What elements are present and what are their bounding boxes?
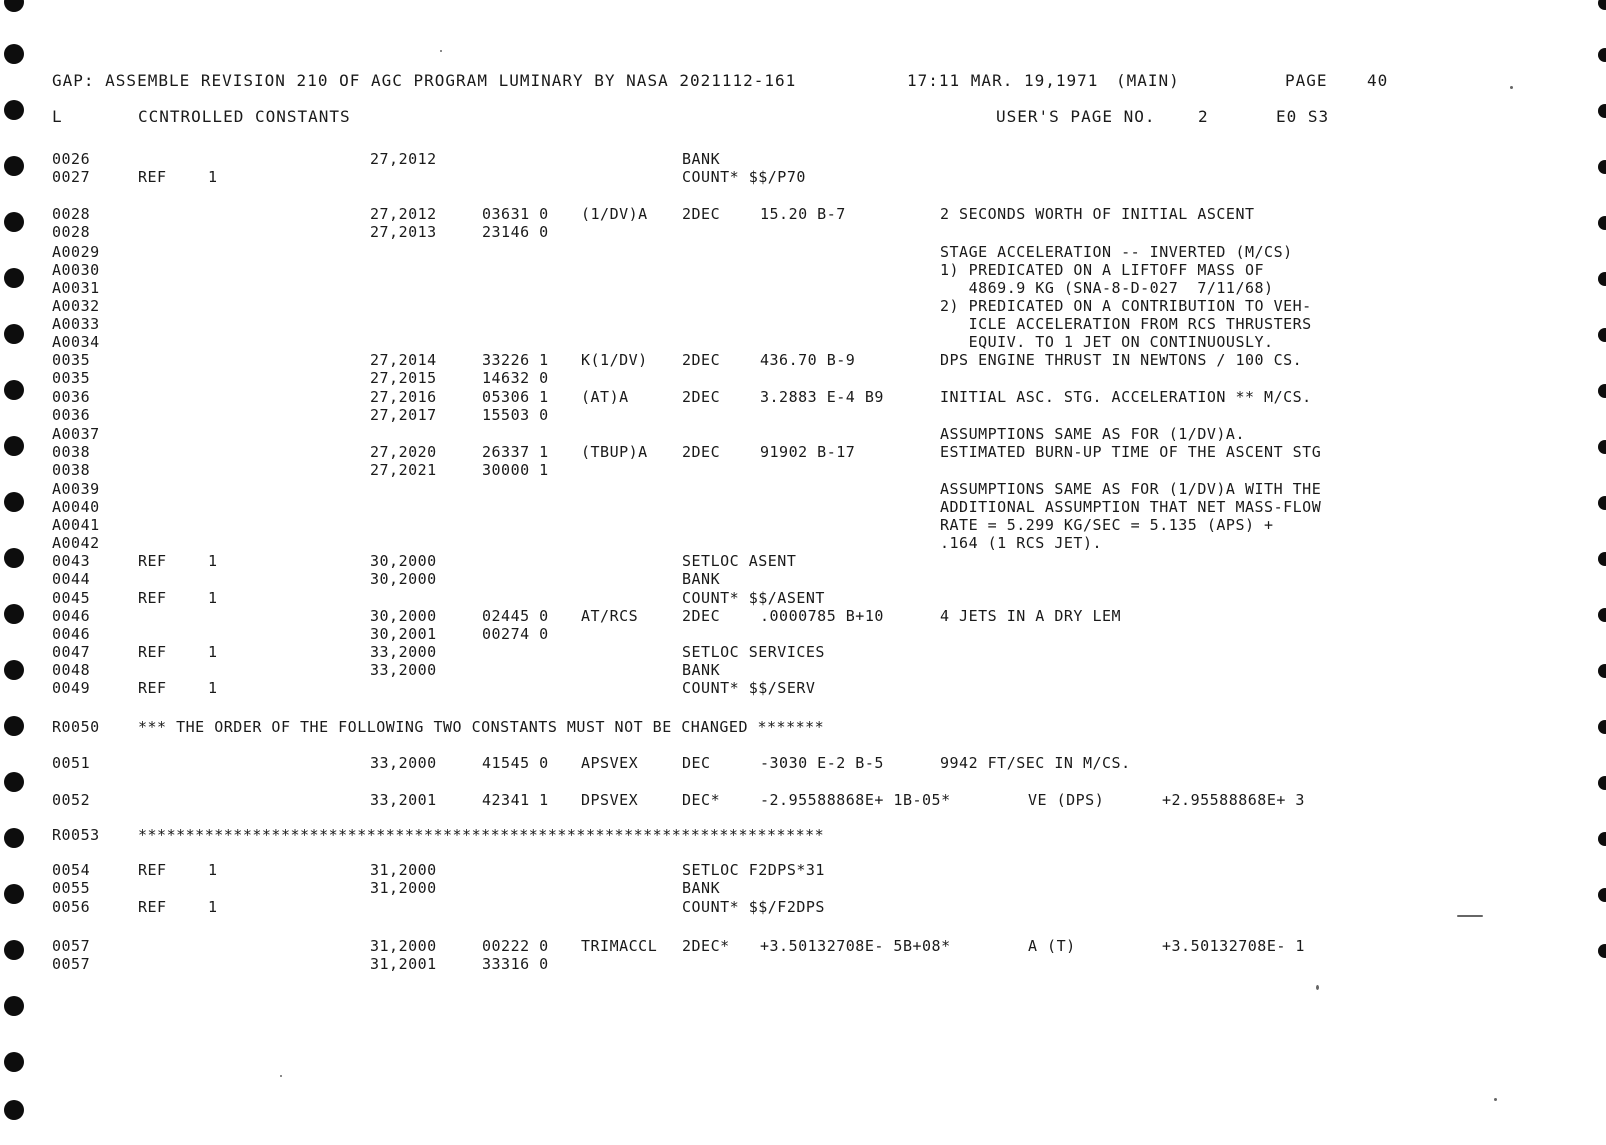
listing-seq: 0028: [52, 223, 91, 241]
listing-op: 2DEC: [682, 351, 721, 369]
listing-cmt: INITIAL ASC. STG. ACCELERATION ** M/CS.: [940, 388, 1312, 406]
listing-seq: A0040: [52, 498, 100, 516]
listing-op: BANK: [682, 879, 721, 897]
listing-ext2: +2.95588868E+ 3: [1162, 791, 1305, 809]
punch-hole: [4, 772, 24, 792]
listing-seq: R0053: [52, 826, 100, 844]
punch-hole: [1598, 496, 1606, 510]
header-page-number: 40: [1367, 71, 1389, 90]
listing-op: 2DEC: [682, 443, 721, 461]
punch-hole: [4, 0, 24, 12]
listing-refn: 1: [208, 898, 218, 916]
listing-op: DEC*: [682, 791, 721, 809]
listing-oct: 23146 0: [482, 223, 549, 241]
listing-cmt: 4 JETS IN A DRY LEM: [940, 607, 1122, 625]
listing-seq: A0042: [52, 534, 100, 552]
listing-cmt: ASSUMPTIONS SAME AS FOR (1/DV)A.: [940, 425, 1245, 443]
punch-hole: [1598, 440, 1606, 454]
listing-addr: 33,2001: [370, 791, 437, 809]
punch-hole: [4, 156, 24, 176]
punch-hole: [4, 44, 24, 64]
listing-seq: 0052: [52, 791, 91, 809]
punch-hole: [4, 268, 24, 288]
listing-seq: 0043: [52, 552, 91, 570]
users-page-label: USER'S PAGE NO.: [996, 107, 1156, 126]
listing-ext2: +3.50132708E- 1: [1162, 937, 1305, 955]
header-datetime: 17:11 MAR. 19,1971: [907, 71, 1099, 90]
listing-seq: 0027: [52, 168, 91, 186]
punch-hole: [4, 940, 24, 960]
listing-opnd: -3030 E-2 B-5: [760, 754, 884, 772]
listing-addr: 27,2013: [370, 223, 437, 241]
listing-oct: 03631 0: [482, 205, 549, 223]
listing-cmt: 4869.9 KG (SNA-8-D-027 7/11/68): [940, 279, 1274, 297]
listing-refn: 1: [208, 643, 218, 661]
listing-opnd: 91902 B-17: [760, 443, 856, 461]
punch-hole: [4, 100, 24, 120]
listing-oct: 14632 0: [482, 369, 549, 387]
listing-label: (TBUP)A: [581, 443, 648, 461]
listing-refn: 1: [208, 679, 218, 697]
listing-seq: 0057: [52, 937, 91, 955]
listing-op: 2DEC*: [682, 937, 730, 955]
listing-addr: 33,2000: [370, 661, 437, 679]
punch-hole: [1598, 328, 1606, 342]
listing-op: 2DEC: [682, 388, 721, 406]
listing-op: COUNT* $$/SERV: [682, 679, 816, 697]
listing-addr: 27,2016: [370, 388, 437, 406]
listing-seq: 0038: [52, 461, 91, 479]
listing-opnd: -2.95588868E+ 1B-05*: [760, 791, 951, 809]
listing-seq: 0036: [52, 406, 91, 424]
paper-speck: [1316, 985, 1319, 990]
listing-opnd: +3.50132708E- 5B+08*: [760, 937, 951, 955]
listing-ref: REF: [138, 898, 167, 916]
header-page-label: PAGE: [1285, 71, 1328, 90]
punch-hole: [4, 828, 24, 848]
listing-addr: 30,2000: [370, 552, 437, 570]
listing-seq: A0039: [52, 480, 100, 498]
listing-seq: 0054: [52, 861, 91, 879]
listing-op: BANK: [682, 570, 721, 588]
listing-addr: 27,2021: [370, 461, 437, 479]
punch-hole: [4, 492, 24, 512]
listing-addr: 30,2001: [370, 625, 437, 643]
listing-seq: A0041: [52, 516, 100, 534]
listing-seq: 0044: [52, 570, 91, 588]
listing-opnd: 15.20 B-7: [760, 205, 846, 223]
punch-hole: [1598, 944, 1606, 958]
paper-speck: [1494, 1098, 1497, 1101]
listing-label: TRIMACCL: [581, 937, 658, 955]
listing-ext1: A (T): [1028, 937, 1076, 955]
listing-addr: 27,2012: [370, 150, 437, 168]
listing-cmt: 9942 FT/SEC IN M/CS.: [940, 754, 1131, 772]
punch-hole: [4, 716, 24, 736]
listing-addr: 27,2014: [370, 351, 437, 369]
listing-label: (1/DV)A: [581, 205, 648, 223]
listing-oct: 41545 0: [482, 754, 549, 772]
listing-label: K(1/DV): [581, 351, 648, 369]
punch-hole: [1598, 608, 1606, 622]
listing-seq: A0031: [52, 279, 100, 297]
listing-oct: 33226 1: [482, 351, 549, 369]
listing-oct: 42341 1: [482, 791, 549, 809]
listing-cmt: 2 SECONDS WORTH OF INITIAL ASCENT: [940, 205, 1255, 223]
listing-cmt: ASSUMPTIONS SAME AS FOR (1/DV)A WITH THE: [940, 480, 1322, 498]
listing-seq: 0046: [52, 625, 91, 643]
listing-oct: 05306 1: [482, 388, 549, 406]
listing-cmt: EQUIV. TO 1 JET ON CONTINUOUSLY.: [940, 333, 1274, 351]
listing-op: BANK: [682, 150, 721, 168]
listing-seq: 0047: [52, 643, 91, 661]
listing-addr: 31,2000: [370, 861, 437, 879]
listing-opnd: 3.2883 E-4 B9: [760, 388, 884, 406]
paper-speck: [280, 1075, 282, 1077]
listing-oct: 00222 0: [482, 937, 549, 955]
listing-seq: A0037: [52, 425, 100, 443]
listing-addr: 27,2020: [370, 443, 437, 461]
listing-addr: 31,2001: [370, 955, 437, 973]
listing-seq: 0048: [52, 661, 91, 679]
listing-addr: 30,2000: [370, 607, 437, 625]
punch-hole: [1598, 384, 1606, 398]
listing-ref: REF: [138, 679, 167, 697]
listing-seq: 0057: [52, 955, 91, 973]
listing-label: AT/RCS: [581, 607, 639, 625]
listing-oct: 30000 1: [482, 461, 549, 479]
listing-seq: A0033: [52, 315, 100, 333]
listing-seq: 0055: [52, 879, 91, 897]
listing-oct: 02445 0: [482, 607, 549, 625]
listing-oct: 26337 1: [482, 443, 549, 461]
listing-ref: REF: [138, 168, 167, 186]
listing-op: 2DEC: [682, 205, 721, 223]
punch-hole: [4, 212, 24, 232]
listing-seq: 0046: [52, 607, 91, 625]
listing-cmt: RATE = 5.299 KG/SEC = 5.135 (APS) +: [940, 516, 1274, 534]
listing-seq: R0050: [52, 718, 100, 736]
listing-seq: A0030: [52, 261, 100, 279]
punch-hole: [1598, 272, 1606, 286]
listing-seq: A0032: [52, 297, 100, 315]
listing-op: SETLOC F2DPS*31: [682, 861, 825, 879]
listing-cmt: DPS ENGINE THRUST IN NEWTONS / 100 CS.: [940, 351, 1303, 369]
listing-addr: 33,2000: [370, 643, 437, 661]
listing-op: COUNT* $$/F2DPS: [682, 898, 825, 916]
listing-op: BANK: [682, 661, 721, 679]
punch-hole: [4, 1100, 24, 1120]
punch-hole: [4, 548, 24, 568]
listing-seq: 0056: [52, 898, 91, 916]
section-title: CCNTROLLED CONSTANTS: [138, 107, 351, 126]
listing-seq: 0035: [52, 351, 91, 369]
punch-hole: [4, 604, 24, 624]
listing-seq: 0028: [52, 205, 91, 223]
listing-ref: REF: [138, 643, 167, 661]
listing-seq: 0035: [52, 369, 91, 387]
listing-addr: 30,2000: [370, 570, 437, 588]
punch-hole: [1598, 720, 1606, 734]
punch-hole: [1598, 776, 1606, 790]
listing-addr: 27,2015: [370, 369, 437, 387]
listing-op: SETLOC ASENT: [682, 552, 797, 570]
listing-cmt: STAGE ACCELERATION -- INVERTED (M/CS): [940, 243, 1293, 261]
listing-seq: 0045: [52, 589, 91, 607]
header-segment: (MAIN): [1116, 71, 1180, 90]
punch-hole: [4, 380, 24, 400]
punch-hole: [4, 884, 24, 904]
listing-seq: 0038: [52, 443, 91, 461]
listing-cmt: 2) PREDICATED ON A CONTRIBUTION TO VEH-: [940, 297, 1312, 315]
listing-cmt: ADDITIONAL ASSUMPTION THAT NET MASS-FLOW: [940, 498, 1322, 516]
listing-addr: 31,2000: [370, 937, 437, 955]
users-page-number: 2: [1198, 107, 1209, 126]
listing-addr: 27,2017: [370, 406, 437, 424]
listing-seq: 0026: [52, 150, 91, 168]
listing-banner: *** THE ORDER OF THE FOLLOWING TWO CONSTANTS MUST NOT BE CHANGED *******: [138, 718, 825, 736]
listing-op: COUNT* $$/ASENT: [682, 589, 825, 607]
punch-hole: [4, 436, 24, 456]
listing-ref: REF: [138, 552, 167, 570]
listing-seq: 0036: [52, 388, 91, 406]
punch-hole: [4, 996, 24, 1016]
punch-hole: [1598, 664, 1606, 678]
punch-hole: [1598, 48, 1606, 62]
listing-seq: 0049: [52, 679, 91, 697]
listing-ref: REF: [138, 589, 167, 607]
listing-cmt: .164 (1 RCS JET).: [940, 534, 1103, 552]
listing-cmt: 1) PREDICATED ON A LIFTOFF MASS OF: [940, 261, 1265, 279]
listing-refn: 1: [208, 168, 218, 186]
listing-ref: REF: [138, 861, 167, 879]
punch-hole: [1598, 888, 1606, 902]
listing-seq: A0029: [52, 243, 100, 261]
listing-op: SETLOC SERVICES: [682, 643, 825, 661]
paper-mark: [1457, 915, 1483, 917]
header-title: GAP: ASSEMBLE REVISION 210 OF AGC PROGRAM LUMINARY BY NASA 2021112-161: [52, 71, 797, 90]
listing-banner: ************************************************************************: [138, 826, 825, 844]
listing-opnd: 436.70 B-9: [760, 351, 856, 369]
listing-addr: 33,2000: [370, 754, 437, 772]
paper-speck: [1510, 86, 1513, 89]
listing-label: (AT)A: [581, 388, 629, 406]
punch-hole: [1598, 552, 1606, 566]
listing-cmt: ESTIMATED BURN-UP TIME OF THE ASCENT STG: [940, 443, 1322, 461]
listing-op: COUNT* $$/P70: [682, 168, 806, 186]
listing-seq: A0034: [52, 333, 100, 351]
listing-label: APSVEX: [581, 754, 639, 772]
listing-op: 2DEC: [682, 607, 721, 625]
listing-label: DPSVEX: [581, 791, 639, 809]
listing-oct: 00274 0: [482, 625, 549, 643]
listing-op: DEC: [682, 754, 711, 772]
punch-hole: [4, 1052, 24, 1072]
punch-hole: [4, 324, 24, 344]
listing-refn: 1: [208, 589, 218, 607]
punch-hole: [1598, 216, 1606, 230]
listing-addr: 31,2000: [370, 879, 437, 897]
listing-cmt: ICLE ACCELERATION FROM RCS THRUSTERS: [940, 315, 1312, 333]
punch-hole: [1598, 832, 1606, 846]
listing-oct: 15503 0: [482, 406, 549, 424]
listing-seq: 0051: [52, 754, 91, 772]
punch-hole: [1598, 160, 1606, 174]
punch-hole: [1598, 104, 1606, 118]
listing-oct: 33316 0: [482, 955, 549, 973]
paper-speck: [440, 50, 442, 52]
punch-hole: [1598, 0, 1606, 10]
listing-refn: 1: [208, 861, 218, 879]
eo-code: E0 S3: [1276, 107, 1330, 126]
subheader-l: L: [52, 107, 63, 126]
listing-ext1: VE (DPS): [1028, 791, 1105, 809]
listing-opnd: .0000785 B+10: [760, 607, 884, 625]
listing-refn: 1: [208, 552, 218, 570]
listing-addr: 27,2012: [370, 205, 437, 223]
punch-hole: [4, 660, 24, 680]
